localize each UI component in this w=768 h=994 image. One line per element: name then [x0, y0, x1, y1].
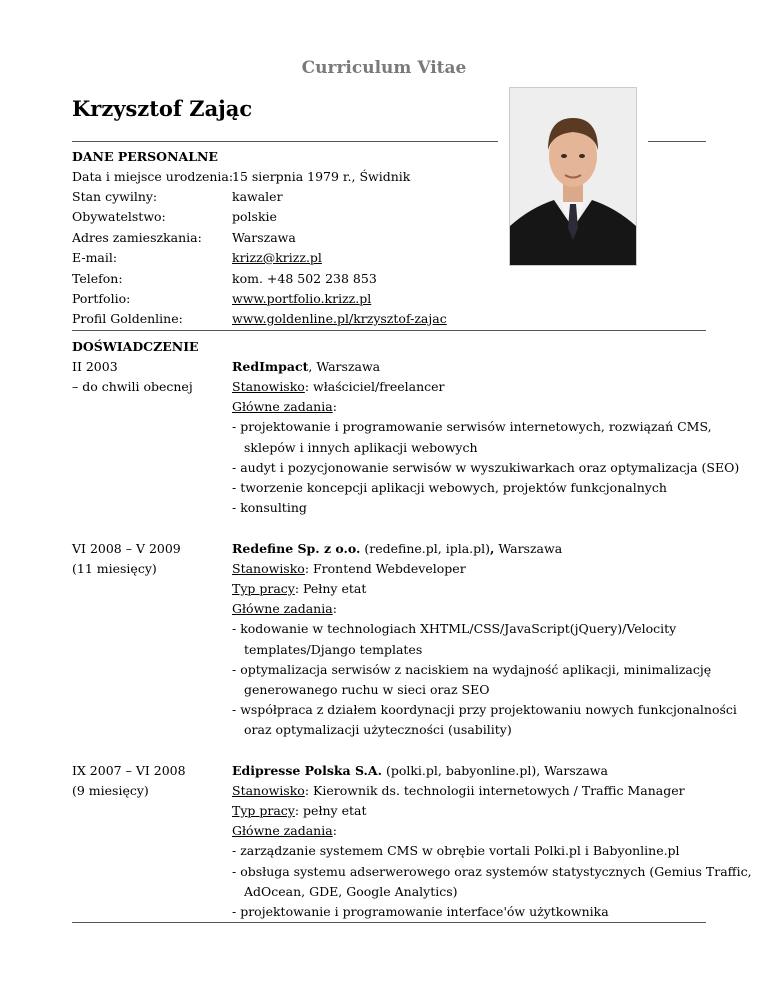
document-title: Curriculum Vitae: [301, 58, 467, 78]
marital-label: Stan cywilny:: [72, 189, 158, 204]
job2-company-line: [232, 539, 562, 559]
address-label: Adres zamieszkania:: [72, 230, 202, 245]
birth-label: Data i miejsce urodzenia:: [72, 169, 234, 184]
personal-row-goldenline: [72, 309, 712, 329]
job2-task: generowanego ruchu w sieci oraz SEO: [244, 682, 490, 697]
job2-comma: ,: [490, 541, 495, 556]
name-divider-left: [72, 141, 498, 142]
job3-position-line: [232, 781, 685, 801]
job3-task: - zarządzanie systemem CMS w obrębie vortali Polki.pl i Babyonline.pl: [232, 843, 680, 858]
job2-task: - współpraca z działem koordynacji przy projektowaniu nowych funkcjonalności: [232, 702, 737, 717]
job3-company: Edipresse Polska S.A.: [232, 763, 382, 778]
job3-task: AdOcean, GDE, Google Analytics): [244, 884, 458, 899]
job1-duration: – do chwili obecnej: [72, 379, 193, 394]
job2-position: : Frontend Webdeveloper: [304, 561, 466, 576]
job2-company: Redefine Sp. z o.o.: [232, 541, 361, 556]
name-divider-right: [648, 141, 706, 142]
personal-row-citizenship: [72, 207, 712, 227]
job1-task: - audyt i pozycjonowanie serwisów w wyszukiwarkach oraz optymalizacja (SEO): [232, 460, 740, 475]
job3-duration: (9 miesięcy): [72, 783, 149, 798]
job3-worktype: : pełny etat: [294, 803, 367, 818]
job2-location: Warszawa: [494, 541, 563, 556]
job3-worktype-label: Typ pracy: [232, 803, 295, 818]
phone-value: kom. +48 502 238 853: [232, 271, 377, 286]
job1-company-line: [232, 357, 380, 377]
experience-divider: [72, 922, 706, 923]
portfolio-link[interactable]: www.portfolio.krizz.pl: [232, 291, 372, 306]
job1-tasks-label: Główne zadania: [232, 399, 333, 414]
job3-worktype-line: [232, 801, 367, 821]
job3-tasks-colon: :: [332, 823, 337, 838]
job1-location: , Warszawa: [308, 359, 381, 374]
citizenship-label: Obywatelstwo:: [72, 209, 166, 224]
job3-task: - projektowanie i programowanie interface'ów użytkownika: [232, 904, 609, 919]
person-name: Krzysztof Zając: [72, 96, 253, 121]
personal-row-email: [72, 248, 712, 268]
job3-company-line: [232, 761, 608, 781]
personal-row-marital: [72, 187, 712, 207]
job2-worktype-label: Typ pracy: [232, 581, 295, 596]
address-value: Warszawa: [232, 230, 296, 245]
personal-row-address: [72, 228, 712, 248]
job1-task: - konsulting: [232, 500, 307, 515]
birth-value: 15 sierpnia 1979 r., Świdnik: [232, 169, 411, 184]
phone-label: Telefon:: [72, 271, 123, 286]
citizenship-value: polskie: [232, 209, 277, 224]
job2-duration: (11 miesięcy): [72, 561, 157, 576]
job2-tasks-colon: :: [332, 601, 337, 616]
job2-websites: (redefine.pl, ipla.pl): [360, 541, 491, 556]
portfolio-label: Portfolio:: [72, 291, 131, 306]
job3-position: : Kierownik ds. technologii internetowych / Traffic Manager: [304, 783, 685, 798]
job1-company: RedImpact: [232, 359, 309, 374]
job1-position: : właściciel/freelancer: [304, 379, 445, 394]
job2-task: - optymalizacja serwisów z naciskiem na wydajność aplikacji, minimalizację: [232, 662, 712, 677]
job3-tasks-line: [232, 821, 337, 841]
job2-date: VI 2008 – V 2009: [72, 541, 181, 556]
job1-date: II 2003: [72, 359, 118, 374]
job2-task: templates/Django templates: [244, 642, 423, 657]
job2-task: oraz optymalizacji użyteczności (usability): [244, 722, 512, 737]
job1-position-line: [232, 377, 445, 397]
job1-task: sklepów i innych aplikacji webowych: [244, 440, 478, 455]
job3-tasks-label: Główne zadania: [232, 823, 333, 838]
job1-tasks-colon: :: [332, 399, 337, 414]
job3-date: IX 2007 – VI 2008: [72, 763, 186, 778]
job3-position-label: Stanowisko: [232, 783, 305, 798]
personal-row-portfolio: [72, 289, 712, 309]
job1-task: - tworzenie koncepcji aplikacji webowych, projektów funkcjonalnych: [232, 480, 667, 495]
job2-worktype-line: [232, 579, 366, 599]
job2-position-line: [232, 559, 466, 579]
personal-row-phone: [72, 269, 712, 289]
job1-task: - projektowanie i programowanie serwisów internetowych, rozwiązań CMS,: [232, 419, 712, 434]
job1-tasks-line: [232, 397, 337, 417]
marital-value: kawaler: [232, 189, 283, 204]
job2-worktype: : Pełny etat: [294, 581, 367, 596]
personal-heading: DANE PERSONALNE: [72, 149, 218, 164]
goldenline-link[interactable]: www.goldenline.pl/krzysztof-zajac: [232, 311, 447, 326]
email-link[interactable]: krizz@krizz.pl: [232, 250, 322, 265]
email-label: E-mail:: [72, 250, 118, 265]
experience-heading: DOŚWIADCZENIE: [72, 339, 199, 354]
personal-divider: [72, 330, 706, 331]
job2-tasks-line: [232, 599, 337, 619]
job2-task: - kodowanie w technologiach XHTML/CSS/JavaScript(jQuery)/Velocity: [232, 621, 677, 636]
goldenline-label: Profil Goldenline:: [72, 311, 183, 326]
job1-position-label: Stanowisko: [232, 379, 305, 394]
job2-tasks-label: Główne zadania: [232, 601, 333, 616]
job3-location: (polki.pl, babyonline.pl), Warszawa: [381, 763, 608, 778]
job3-task: - obsługa systemu adserwerowego oraz systemów statystycznych (Gemius Traffic,: [232, 864, 752, 879]
personal-row-birth: [72, 167, 712, 187]
job2-position-label: Stanowisko: [232, 561, 305, 576]
